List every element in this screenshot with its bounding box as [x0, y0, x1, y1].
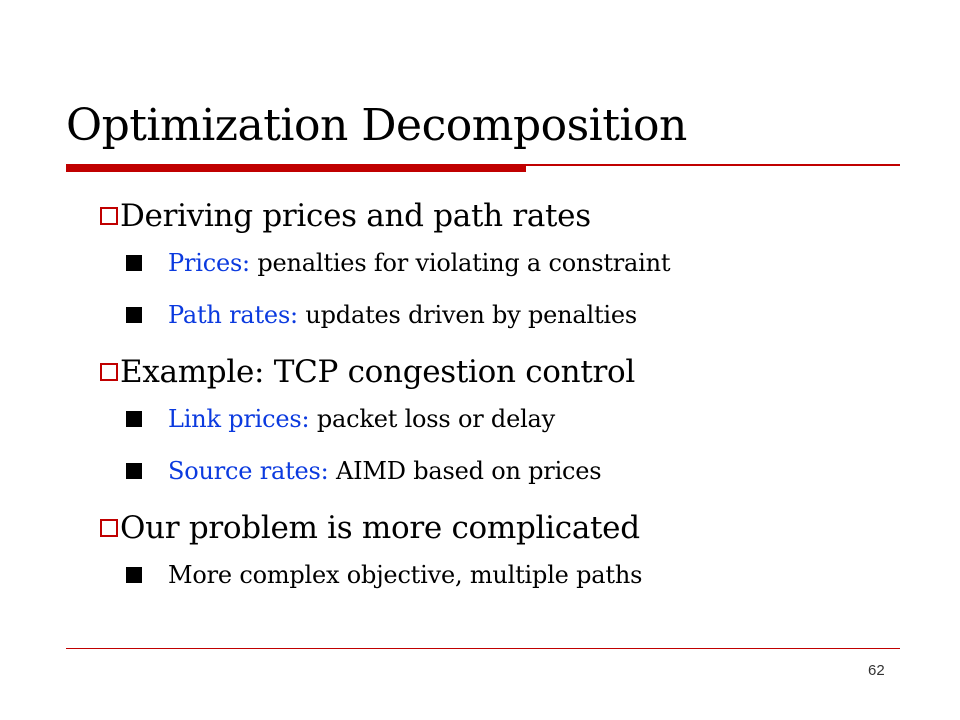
bullet-text: Deriving prices and path rates: [120, 198, 591, 234]
sub-bullet-item: [100, 558, 920, 592]
sub-bullet-item: [100, 298, 920, 332]
page-number: 62: [868, 662, 885, 679]
filled-square-icon: [126, 567, 142, 583]
sub-bullet-text: packet loss or delay: [309, 405, 556, 433]
title-underline-thick: [66, 166, 526, 172]
hollow-square-icon: [100, 519, 118, 537]
sub-bullet-item: [100, 246, 920, 280]
sub-bullet-item: [100, 402, 920, 436]
bullet-item: [100, 350, 920, 394]
footer-rule: [66, 648, 900, 649]
bullet-item: [100, 194, 920, 238]
sub-bullet-item: [100, 454, 920, 488]
sub-bullet-term: Link prices:: [168, 405, 310, 433]
bullet-text: Our problem is more complicated: [120, 510, 640, 546]
slide-title: Optimization Decomposition: [66, 100, 687, 151]
sub-bullet-text: AIMD based on prices: [328, 457, 602, 485]
sub-bullet-text: updates driven by penalties: [297, 301, 638, 329]
filled-square-icon: [126, 463, 142, 479]
bullet-list: [100, 194, 920, 604]
sub-bullet-text: penalties for violating a constraint: [249, 249, 671, 277]
bullet-text: Example: TCP congestion control: [120, 354, 635, 390]
bullet-item: [100, 506, 920, 550]
filled-square-icon: [126, 255, 142, 271]
filled-square-icon: [126, 307, 142, 323]
hollow-square-icon: [100, 363, 118, 381]
sub-bullet-term: Path rates:: [168, 301, 298, 329]
filled-square-icon: [126, 411, 142, 427]
sub-bullet-term: Source rates:: [168, 457, 329, 485]
sub-bullet-text: More complex objective, multiple paths: [168, 561, 643, 589]
sub-bullet-term: Prices:: [168, 249, 250, 277]
hollow-square-icon: [100, 207, 118, 225]
